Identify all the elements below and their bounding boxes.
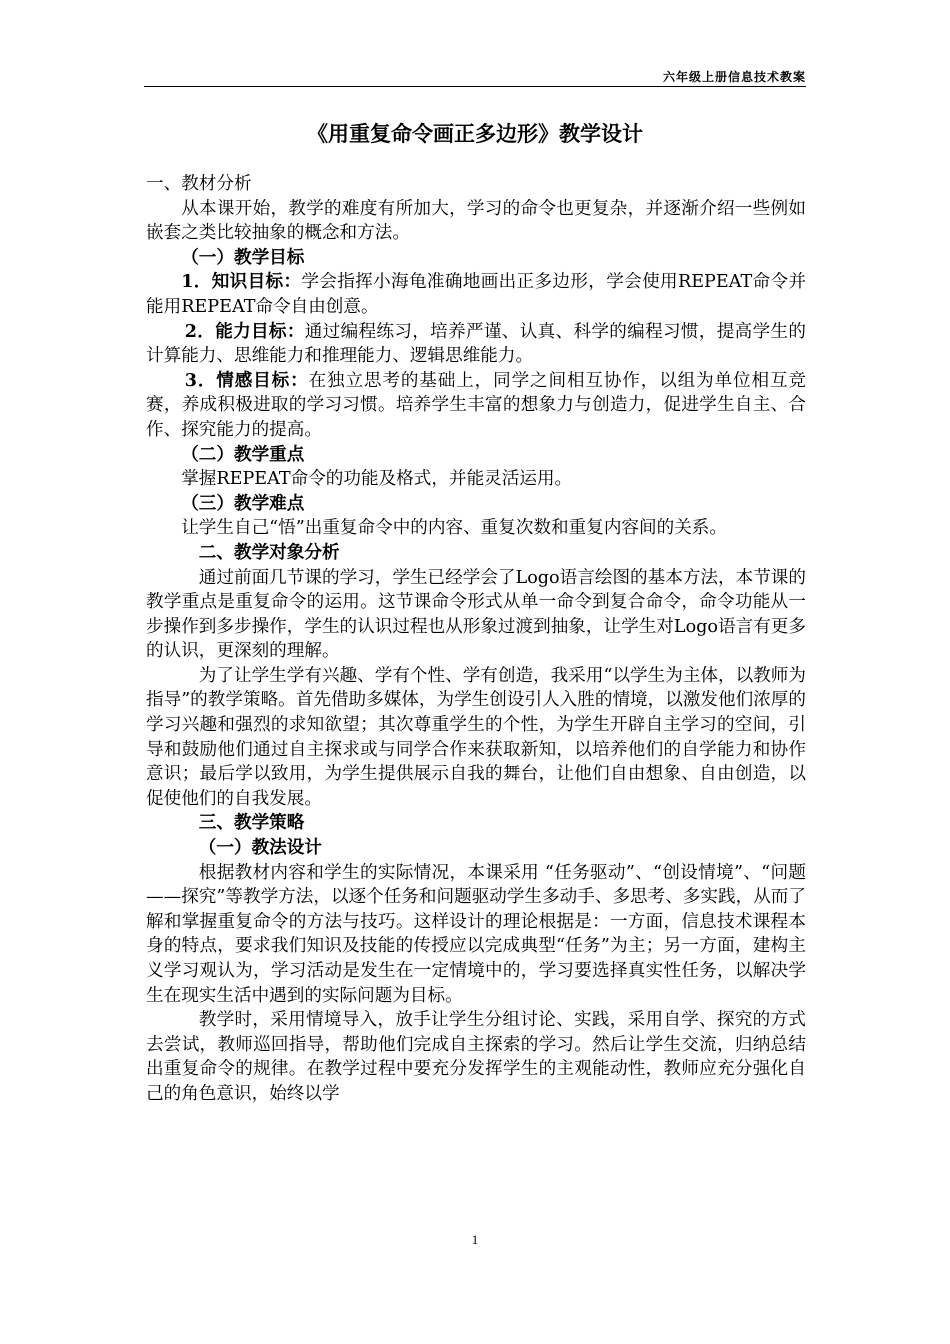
goal-ability-label: 2．能力目标： (184, 320, 305, 342)
paragraph-focus: 掌握REPEAT命令的功能及格式，并能灵活运用。 (181, 469, 573, 490)
paragraph-students-2: 为了让学生学有兴趣、学有个性、学有创造，我采用“以学生为主体，以教师为指导”的教学策略。首先借助多媒体，为学生创设引人入胜的情境，以激发他们浓厚的学习兴趣和强烈的求知欲望；其次尊重学生的个性，为学生开辟自主学习的空间，引导和鼓励他们通过自主探求或与同学合作来获取新知，以培养他们的自学能力和协作意识；最后学以致用，为学生提供展示自我的舞台，让他们自由想象、自由创造，以促使他们的自我发展。 (146, 665, 806, 809)
paragraph-goal-ability (146, 320, 806, 369)
subheading-method: （一）教法设计 (198, 837, 322, 859)
document-body (146, 172, 806, 1107)
goal-ability-text: 通过编程练习，培养严谨、认真、科学的编程习惯，提高学生的计算能力、思维能力和推理能力、逻辑思维能力。 (146, 321, 806, 367)
goal-knowledge-label: 1．知识目标： (181, 271, 302, 293)
goal-knowledge-text: 学会指挥小海龟准确地画出正多边形，学会使用REPEAT命令并能用REPEAT命令自由创意。 (146, 272, 806, 317)
subheading-difficulty: （三）教学难点 (181, 492, 305, 514)
subheading-goals: （一）教学目标 (181, 246, 305, 268)
section-heading-students: 二、教学对象分析 (198, 541, 340, 563)
header-rule (144, 86, 806, 87)
paragraph-students-1: 通过前面几节课的学习，学生已经学会了Logo语言绘图的基本方法，本节课的教学重点是重复命令的运用。这节课命令形式从单一命令到复合命令，命令功能从一步操作到多步操作，学生的认识过程也从形象过渡到抽象，让学生对Logo语言有更多的认识，更深刻的理解。 (146, 567, 806, 662)
running-header: 六年级上册信息技术教案 (662, 70, 806, 84)
section-heading-strategy: 三、教学策略 (198, 812, 305, 834)
goal-emotion-text: 在独立思考的基础上，同学之间相互协作，以组为单位相互竞赛，养成积极进取的学习习惯。培养学生丰富的想象力与创造力，促进学生自主、合作、探究能力的提高。 (146, 370, 806, 440)
subheading-focus: （二）教学重点 (181, 443, 305, 465)
paragraph-materials: 从本课开始，教学的难度有所加大，学习的命令也更复杂，并逐渐介绍一些例如嵌套之类比较抽象的概念和方法。 (146, 198, 806, 244)
paragraph-method-1: 根据教材内容和学生的实际情况，本课采用 “任务驱动”、“创设情境”、“问题——探究”等教学方法，以逐个任务和问题驱动学生多动手、多思考、多实践，从而了解和掌握重复命令的方法与技巧。这样设计的理论根据是：一方面，信息技术课程本身的特点，要求我们知识及技能的传授应以完成典型“任务”为主；另一方面，建构主义学习观认为，学习活动是发生在一定情境中的，学习要选择真实性任务，以解决学生在现实生活中遇到的实际问题为目标。 (146, 862, 806, 1006)
document-title: 《用重复命令画正多边形》教学设计 (307, 121, 643, 146)
paragraph-goal-emotion (146, 369, 806, 443)
section-heading-materials: 一、教材分析 (146, 174, 252, 194)
goal-emotion-label: 3．情感目标： (184, 369, 309, 391)
paragraph-difficulty: 让学生自己“悟”出重复命令中的内容、重复次数和重复内容间的关系。 (181, 518, 727, 539)
paragraph-goal-knowledge (146, 270, 806, 319)
page-number: 1 (471, 1232, 479, 1247)
paragraph-method-2: 教学时，采用情境导入，放手让学生分组讨论、实践，采用自学、探究的方式去尝试，教师巡回指导，帮助他们完成自主探索的学习。然后让学生交流，归纳总结出重复命令的规律。在教学过程中要充分发挥学生的主观能动性，教师应充分强化自己的角色意识，始终以学 (146, 1010, 806, 1104)
